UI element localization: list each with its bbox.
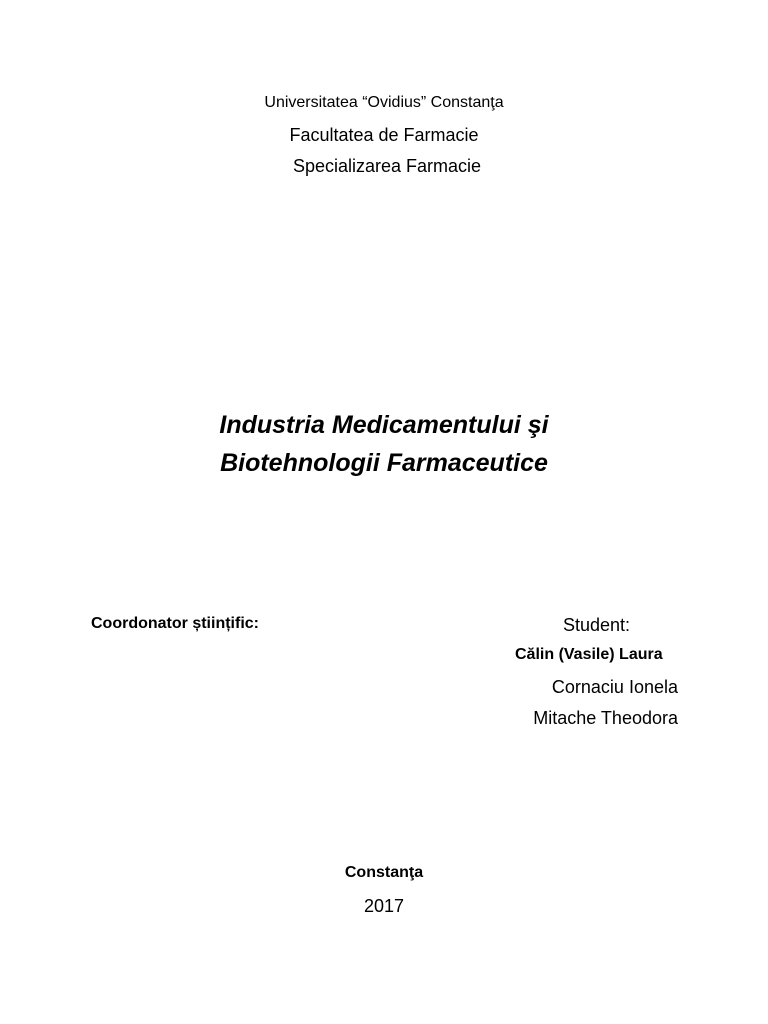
coordinator-label: Coordonator științific:: [91, 615, 259, 632]
student-name-3: Mitache Theodora: [533, 708, 678, 728]
faculty-name: Facultatea de Farmacie: [289, 125, 479, 145]
student-name-1: Călin (Vasile) Laura: [515, 646, 663, 663]
student-label: Student:: [563, 615, 631, 635]
university-name: Universitatea “Ovidius” Constanţa: [264, 94, 504, 111]
student-name-2: Cornaciu Ionela: [551, 677, 678, 697]
specialization-name: Specializarea Farmacie: [292, 156, 482, 176]
document-title-line-1: Industria Medicamentului şi: [219, 411, 549, 439]
footer-year: 2017: [363, 896, 405, 916]
footer-city: Constanţa: [344, 864, 424, 881]
document-title-line-2: Biotehnologii Farmaceutice: [220, 449, 548, 477]
